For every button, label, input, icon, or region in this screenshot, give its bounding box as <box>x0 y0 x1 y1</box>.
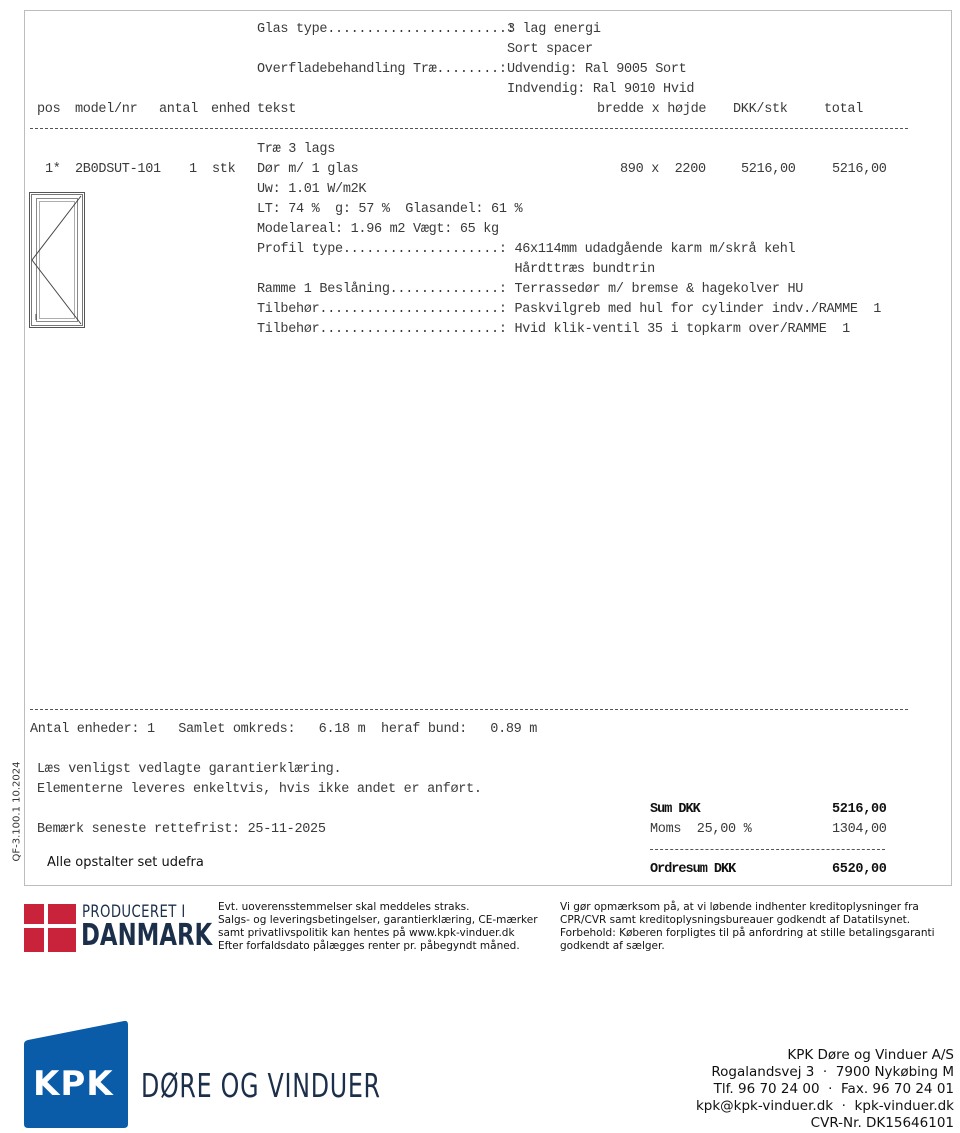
address-cvr: CVR-Nr. DK15646101 <box>810 1115 954 1131</box>
danish-flag-icon <box>24 904 76 952</box>
terms-line: samt privatlivspolitik kan hentes på www.kpk-vinduer.dk <box>218 927 515 939</box>
kpk-logo-text: KPK <box>33 1064 114 1104</box>
col-antal: antal <box>159 102 199 117</box>
credit-line: godkendt af sælger. <box>560 940 665 952</box>
door-elevation-drawing <box>29 192 85 328</box>
credit-line: Vi gør opmærksom på, at vi løbende indhenter kreditoplysninger fra <box>560 901 919 913</box>
col-tekst: tekst <box>257 102 297 117</box>
vat-label: Moms 25,00 % <box>650 822 752 837</box>
view-note: Alle opstalter set udefra <box>47 855 204 870</box>
col-model: model/nr <box>75 102 138 117</box>
row-line: Ramme 1 Beslåning..............: Terrassedør m/ bremse & hagekolver HU <box>257 282 804 297</box>
row-enhed: stk <box>212 162 236 177</box>
row-line: Hårdttræs bundtrin <box>257 262 655 277</box>
row-line: Træ 3 lags <box>257 142 336 157</box>
row-line: Uw: 1.01 W/m2K <box>257 182 367 197</box>
col-price: DKK/stk <box>733 102 788 117</box>
row-line: Tilbehør.......................: Paskvilgreb med hul for cylinder indv./RAMME 1 <box>257 302 882 317</box>
terms-line: Salgs- og leveringsbetingelser, garantierklæring, CE-mærker <box>218 914 538 926</box>
col-pos: pos <box>37 102 61 117</box>
order-total-label: Ordresum DKK <box>650 862 736 877</box>
row-line: Modelareal: 1.96 m2 Vægt: 65 kg <box>257 222 499 237</box>
row-antal: 1 <box>189 162 197 177</box>
badge-line2: DANMARK <box>81 918 213 953</box>
totals-divider <box>650 849 885 850</box>
credit-line: Forbehold: Køberen forpligtes til på anfordring at stille betalingsgaranti <box>560 927 935 939</box>
spec-spacer-value: Sort spacer <box>507 42 593 57</box>
spec-surface-label: Overfladebehandling Træ........: <box>257 62 507 77</box>
address-email: kpk@kpk-vinduer.dk · kpk-vinduer.dk <box>695 1098 954 1114</box>
deadline-note: Bemærk seneste rettefrist: 25-11-2025 <box>37 822 326 837</box>
col-size: bredde x højde <box>597 102 707 117</box>
row-line: Profil type....................: 46x114mm udadgående karm m/skrå kehl <box>257 242 796 257</box>
row-total: 5216,00 <box>832 162 887 177</box>
note-guarantee: Læs venligst vedlagte garantierklæring. <box>37 762 342 777</box>
address-company: KPK Døre og Vinduer A/S <box>787 1047 954 1063</box>
order-total-value: 6520,00 <box>832 862 887 877</box>
badge-line1: PRODUCERET I <box>82 902 186 922</box>
row-line: Dør m/ 1 glas <box>257 162 359 177</box>
kpk-tagline: DØRE OG VINDUER <box>141 1066 381 1105</box>
col-total: total <box>824 102 864 117</box>
row-model: 2B0DSUT-101 <box>75 162 161 177</box>
row-price: 5216,00 <box>741 162 796 177</box>
spec-surface-inside: Indvendig: Ral 9010 Hvid <box>507 82 695 97</box>
form-code: QF-3.100.1 10.2024 <box>11 761 23 862</box>
row-pos: 1* <box>45 162 61 177</box>
footer-terms <box>218 901 538 953</box>
spec-glas-label: Glas type.......................: <box>257 22 515 37</box>
row-line: Tilbehør.......................: Hvid klik-ventil 35 i topkarm over/RAMME 1 <box>257 322 850 337</box>
note-delivery: Elementerne leveres enkeltvis, hvis ikke andet er anført. <box>37 782 482 797</box>
sum-value: 5216,00 <box>832 802 887 817</box>
sum-label: Sum DKK <box>650 802 700 817</box>
address-street: Rogalandsvej 3 · 7900 Nykøbing M <box>711 1064 954 1080</box>
footer-divider <box>30 709 908 710</box>
header-divider <box>30 128 908 129</box>
credit-line: CPR/CVR samt kreditoplysningsbureauer godkendt af Datatilsynet. <box>560 914 911 926</box>
col-enhed: enhed <box>211 102 251 117</box>
row-size: 890 x 2200 <box>620 162 706 177</box>
document-frame <box>24 10 952 886</box>
made-in-denmark-badge <box>24 902 213 953</box>
footer-credit-notice <box>560 901 935 953</box>
company-address <box>696 1047 954 1132</box>
spec-glas-value: 3 lag energi <box>507 22 601 37</box>
row-line: LT: 74 % g: 57 % Glasandel: 61 % <box>257 202 523 217</box>
address-phone: Tlf. 96 70 24 00 · Fax. 96 70 24 01 <box>713 1081 954 1097</box>
terms-line: Evt. uoverensstemmelser skal meddeles straks. <box>218 901 470 913</box>
spec-surface-outside: Udvendig: Ral 9005 Sort <box>507 62 687 77</box>
terms-line: Efter forfaldsdato pålægges renter pr. påbegyndt måned. <box>218 940 520 952</box>
vat-value: 1304,00 <box>832 822 887 837</box>
summary-line: Antal enheder: 1 Samlet omkreds: 6.18 m heraf bund: 0.89 m <box>30 722 538 737</box>
kpk-logo <box>24 1020 384 1130</box>
